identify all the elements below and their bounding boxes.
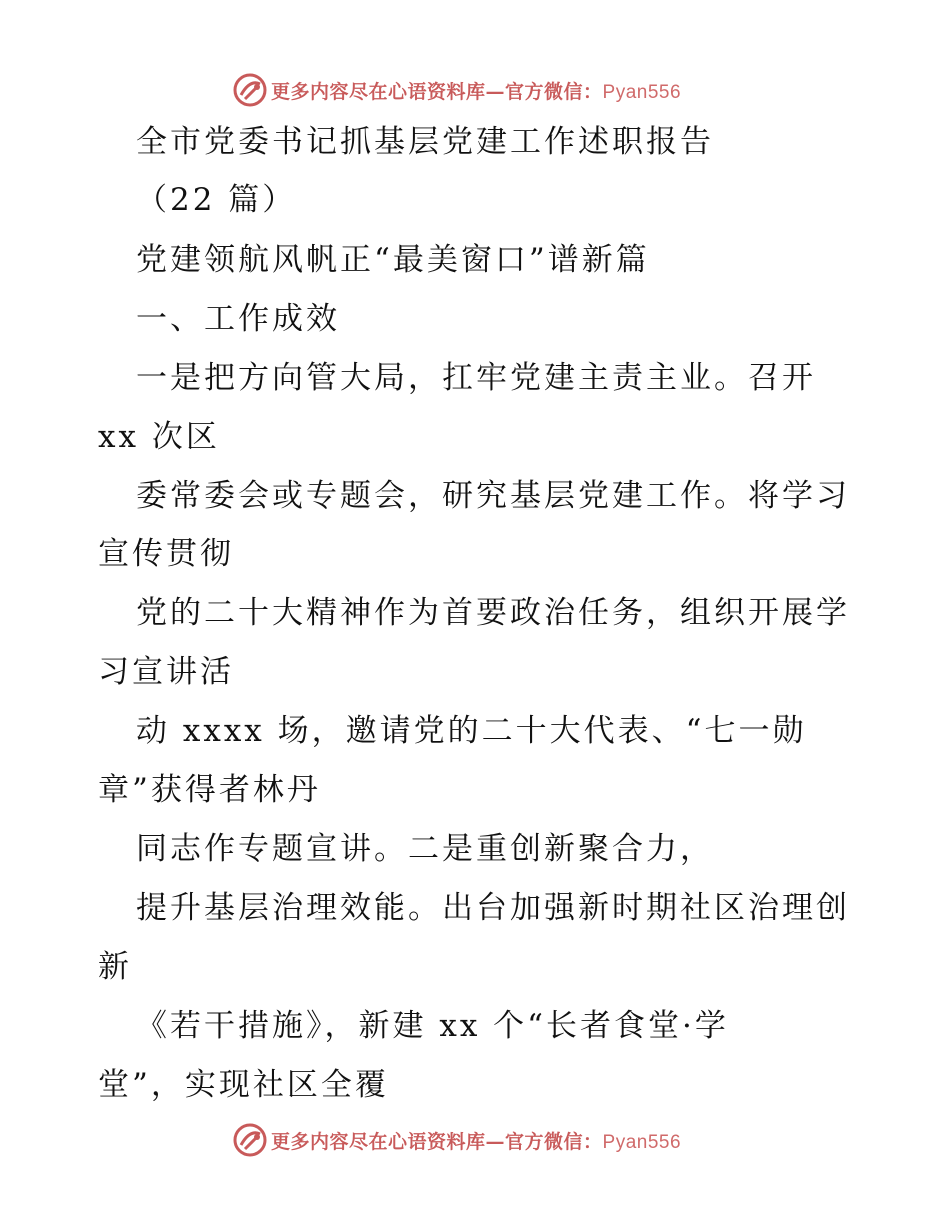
- header-wechat-id: Pyan556: [602, 81, 682, 103]
- document-count: （22 篇）: [136, 182, 297, 218]
- paragraph-line: 章”获得者林丹: [98, 772, 321, 808]
- paragraph-line: xx 次区: [98, 419, 220, 455]
- header-banner-text: 更多内容尽在心语资料库—官方微信：: [271, 80, 603, 103]
- brand-logo-icon: [233, 1123, 267, 1157]
- paragraph-line: 委常委会或专题会，研究基层党建工作。将学习: [136, 478, 850, 514]
- paragraph-line: 动 xxxx 场，邀请党的二十大代表、“七一勋: [136, 713, 807, 749]
- header-watermark-banner: [233, 72, 681, 108]
- footer-watermark-banner: [233, 1122, 681, 1158]
- paragraph-line: 一是把方向管大局，扛牢党建主责主业。召开: [136, 360, 816, 396]
- footer-banner-text: 更多内容尽在心语资料库—官方微信：: [271, 1130, 603, 1153]
- section-heading: 一、工作成效: [136, 301, 340, 337]
- paragraph-line: 堂”，实现社区全覆: [98, 1067, 389, 1103]
- document-subtitle: 党建领航风帆正“最美窗口”谱新篇: [136, 242, 650, 278]
- document-title: 全市党委书记抓基层党建工作述职报告: [136, 124, 714, 160]
- paragraph-line: 《若干措施》，新建 xx 个“长者食堂·学: [136, 1008, 729, 1044]
- paragraph-line: 新: [98, 949, 132, 985]
- footer-wechat-id: Pyan556: [602, 1131, 682, 1153]
- paragraph-line: 宣传贯彻: [98, 536, 234, 572]
- paragraph-line: 同志作专题宣讲。二是重创新聚合力，: [136, 831, 714, 867]
- brand-logo-icon: [233, 73, 267, 107]
- paragraph-line: 党的二十大精神作为首要政治任务，组织开展学: [136, 595, 850, 631]
- paragraph-line: 提升基层治理效能。出台加强新时期社区治理创: [136, 890, 850, 926]
- paragraph-line: 习宣讲活: [98, 654, 234, 690]
